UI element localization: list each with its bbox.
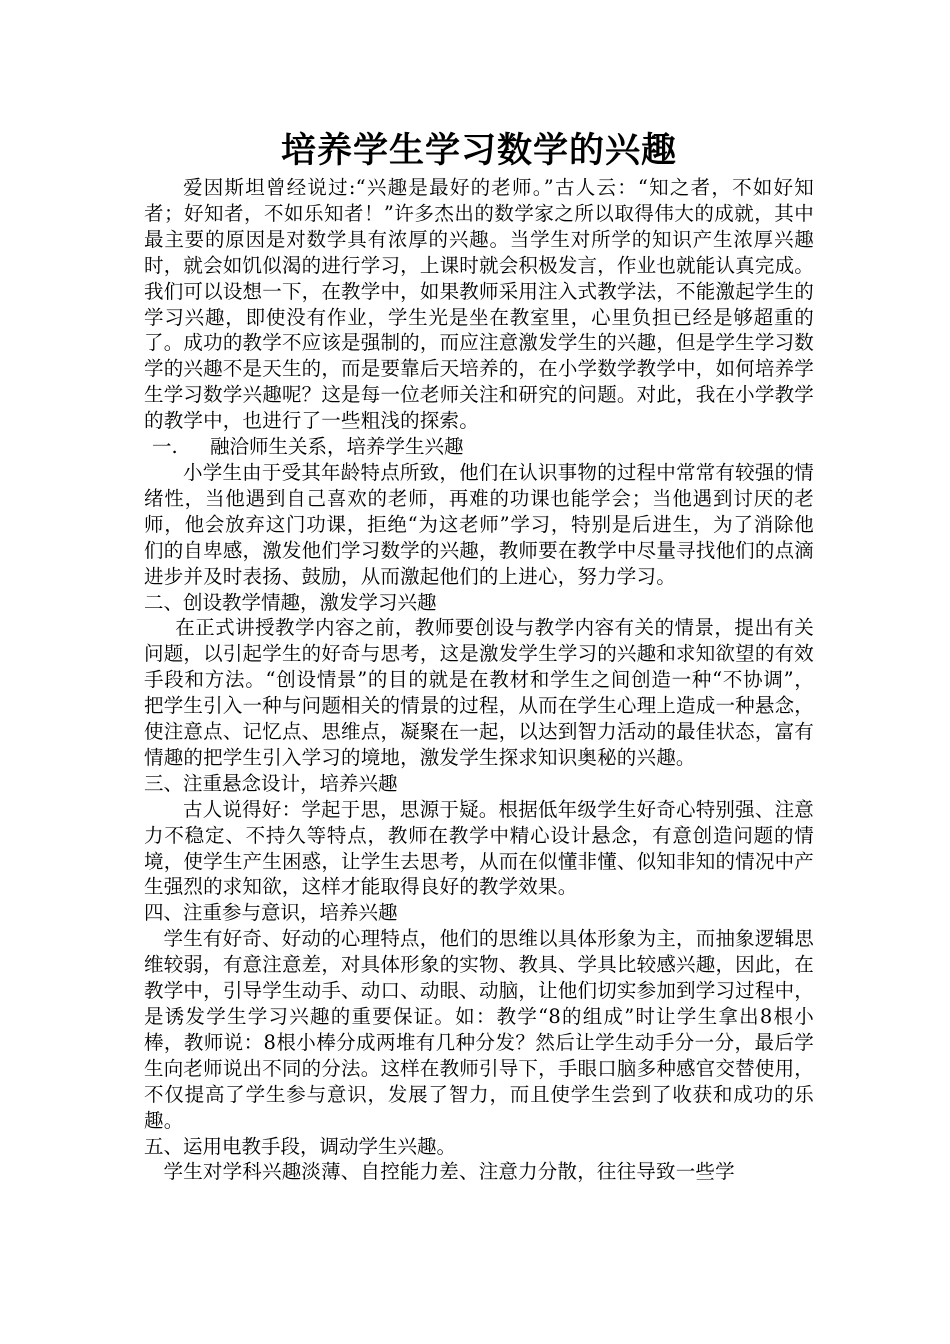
section-2-body: 在正式讲授教学内容之前，教师要创设与教学内容有关的情景，提出有关问题，以引起学生的好奇与思考，这是激发学生学习的兴趣和求知欲望的有效手段和方法。“创设情景”的目的就是在教材和学生之间创造一种“不协调”，把学生引入一种与问题相关的情景的过程，从而在学生心理上造成一种悬念，使注意点、记忆点、思维点，凝聚在一起，以达到智力活动的最佳状态，富有情趣的把学生引入学习的境地，激发学生探求知识奥秘的兴趣。	[144, 616, 814, 769]
document-title: 培养学生学习数学的兴趣	[280, 131, 677, 171]
document-page	[144, 127, 814, 1185]
section-1-heading	[144, 434, 814, 460]
section-5-heading: 五、运用电教手段，调动学生兴趣。	[144, 1134, 457, 1158]
section-4-body: 学生有好奇、好动的心理特点，他们的思维以具体形象为主，而抽象逻辑思维较弱，有意注意差，对具体形象的实物、教具、学具比较感兴趣，因此，在教学中，引导学生动手、动口、动眼、动脑，让他们切实参加到学习过程中，是诱发学生学习兴趣的重要保证。如：教学“8的组成”时让学生拿出8根小棒，教师说：8根小棒分成两堆有几种分发？然后让学生动手分一分，最后学生向老师说出不同的分法。这样在教师引导下，手眼口脑多种感官交替使用，不仅提高了学生参与意识，发展了智力，而且使学生尝到了收获和成功的乐趣。	[144, 927, 814, 1132]
section-2-heading: 二、创设教学情趣，激发学习兴趣	[144, 590, 437, 614]
intro-paragraph: 爱因斯坦曾经说过:“兴趣是最好的老师。”古人云：“知之者，不如好知者；好知者，不如乐知者！”许多杰出的数学家之所以取得伟大的成就，其中最主要的原因是对数学具有浓厚的兴趣。当学生对所学的知识产生浓厚兴趣时，就会如饥似渴的进行学习，上课时就会积极发言，作业也就能认真完成。我们可以设想一下，在教学中，如果教师采用注入式教学法，不能激起学生的学习兴趣，即使没有作业，学生光是坐在教室里，心里负担已经是够超重的了。成功的教学不应该是强制的，而应注意激发学生的兴趣，但是学生学习数学的兴趣不是天生的，而是要靠后天培养的，在小学数学教学中，如何培养学生学习数学兴趣呢？这是每一位老师关注和研究的问题。对此，我在小学教学的教学中，也进行了一些粗浅的探索。	[144, 176, 814, 433]
section-5-body: 学生对学科兴趣淡薄、自控能力差、注意力分散，往往导致一些学	[163, 1160, 735, 1184]
section-1-number: 一.	[152, 435, 178, 459]
section-1-body: 小学生由于受其年龄特点所致，他们在认识事物的过程中常常有较强的情绪性，当他遇到自己喜欢的老师，再难的功课也能学会；当他遇到讨厌的老师，他会放弃这门功课，拒绝“为这老师”学习，特别是后进生，为了消除他们的自卑感，激发他们学习数学的兴趣，教师要在教学中尽量寻找他们的点滴进步并及时表扬、鼓励，从而激起他们的上进心，努力学习。	[144, 460, 814, 588]
section-3-body: 古人说得好：学起于思，思源于疑。根据低年级学生好奇心特别强、注意力不稳定、不持久等特点，教师在教学中精心设计悬念，有意创造问题的情境，使学生产生困惑，让学生去思考，从而在似懂非懂、似知非知的情况中产生强烈的求知欲，这样才能取得良好的教学效果。	[144, 797, 814, 899]
section-3-heading: 三、注重悬念设计，培养兴趣	[144, 771, 398, 795]
section-4-heading: 四、注重参与意识，培养兴趣	[144, 901, 398, 925]
section-1-title: 融洽师生关系，培养学生兴趣	[210, 435, 464, 459]
